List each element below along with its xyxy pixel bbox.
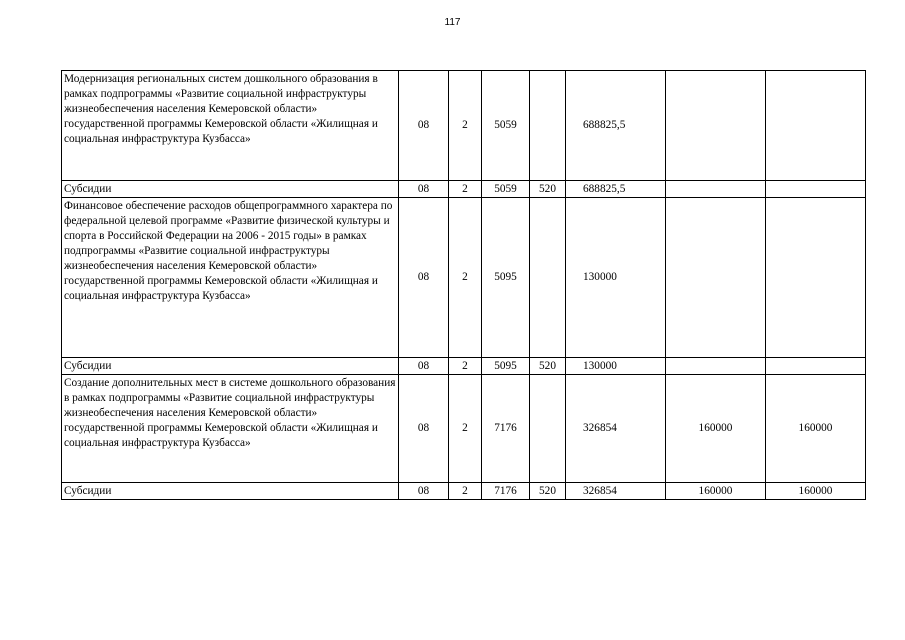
amount-2 — [666, 358, 766, 375]
amount-1: 130000 — [566, 358, 666, 375]
subsection-code: 2 — [449, 358, 482, 375]
amount-2 — [666, 198, 766, 358]
row-description: Субсидии — [62, 483, 399, 500]
row-description: Субсидии — [62, 358, 399, 375]
amount-1: 130000 — [566, 198, 666, 358]
amount-2 — [666, 71, 766, 181]
expense-type-code: 520 — [530, 181, 566, 198]
amount-1: 326854 — [566, 483, 666, 500]
expense-type-code — [530, 198, 566, 358]
subsection-code: 2 — [449, 375, 482, 483]
amount-3 — [766, 358, 866, 375]
table-row — [62, 198, 866, 358]
amount-3: 160000 — [766, 483, 866, 500]
subsection-code: 2 — [449, 181, 482, 198]
section-code: 08 — [399, 71, 449, 181]
amount-2 — [666, 181, 766, 198]
amount-3 — [766, 181, 866, 198]
amount-2: 160000 — [666, 375, 766, 483]
amount-3 — [766, 198, 866, 358]
row-description: Субсидии — [62, 181, 399, 198]
table-row — [62, 358, 866, 375]
table-row — [62, 483, 866, 500]
section-code: 08 — [399, 358, 449, 375]
subsection-code: 2 — [449, 198, 482, 358]
amount-1: 688825,5 — [566, 181, 666, 198]
amount-3: 160000 — [766, 375, 866, 483]
expense-type-code — [530, 375, 566, 483]
row-description: Модернизация региональных систем дошкольного образования в рамках подпрограммы «Развитие социальной инфраструктуры жизнеобеспечения населения Кемеровской области» государственной программы Кемеровской области «Жилищная и социальная инфраструктура Кузбасса» — [62, 71, 399, 181]
amount-2: 160000 — [666, 483, 766, 500]
subsection-code: 2 — [449, 71, 482, 181]
amount-3 — [766, 71, 866, 181]
target-code: 5059 — [482, 71, 530, 181]
target-code: 7176 — [482, 375, 530, 483]
table-row — [62, 181, 866, 198]
target-code: 7176 — [482, 483, 530, 500]
table-row — [62, 71, 866, 181]
target-code: 5095 — [482, 358, 530, 375]
amount-1: 326854 — [566, 375, 666, 483]
expense-type-code: 520 — [530, 483, 566, 500]
table-row — [62, 375, 866, 483]
target-code: 5059 — [482, 181, 530, 198]
section-code: 08 — [399, 181, 449, 198]
row-description: Создание дополнительных мест в системе дошкольного образования в рамках подпрограммы «Развитие социальной инфраструктуры жизнеобеспечения населения Кемеровской области» государственной программы Кемеровской области «Жилищная и социальная инфраструктура Кузбасса» — [62, 375, 399, 483]
expense-type-code — [530, 71, 566, 181]
section-code: 08 — [399, 375, 449, 483]
subsection-code: 2 — [449, 483, 482, 500]
amount-1: 688825,5 — [566, 71, 666, 181]
section-code: 08 — [399, 483, 449, 500]
budget-table — [61, 70, 866, 500]
row-description: Финансовое обеспечение расходов общепрограммного характера по федеральной целевой программе «Развитие физической культуры и спорта в Российской Федерации на 2006 - 2015 годы» в рамках подпрограммы «Развитие социальной инфраструктуры жизнеобеспечения населения Кемеровской области» государственной программы Кемеровской области «Жилищная и социальная инфраструктура Кузбасса» — [62, 198, 399, 358]
expense-type-code: 520 — [530, 358, 566, 375]
target-code: 5095 — [482, 198, 530, 358]
page-number: 117 — [444, 17, 461, 28]
section-code: 08 — [399, 198, 449, 358]
